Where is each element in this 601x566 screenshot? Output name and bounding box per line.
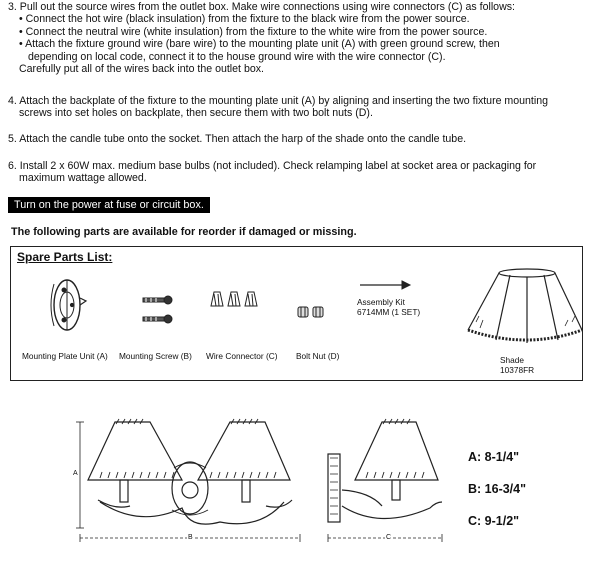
dimension-label-b: B	[188, 534, 193, 541]
step-6-line-2: maximum wattage allowed.	[19, 172, 147, 185]
dimension-label-c: C	[386, 534, 392, 541]
part-label-bolt-nut: Bolt Nut (D)	[296, 351, 340, 361]
arrow-right-icon	[360, 281, 410, 289]
assembly-kit-code: 6714MM (1 SET)	[357, 307, 421, 317]
mounting-plate-icon	[51, 280, 86, 330]
front-antler-base	[98, 462, 292, 524]
assembly-kit-label	[357, 297, 420, 317]
step-3-bullet-1: • Connect the hot wire (black insulation) from the fixture to the black wire from the power source.	[19, 13, 470, 26]
shade-code: 10378FR	[500, 365, 535, 375]
step-3-intro: 3. Pull out the source wires from the outlet box. Make wire connections using wire connectors (C) as follows:	[8, 1, 515, 13]
step-6-line-1: 6. Install 2 x 60W max. medium base bulbs (not included). Check relamping label at socket area or packaging for	[8, 160, 537, 172]
side-view-fixture	[328, 419, 442, 522]
reorder-note: The following parts are available for reorder if damaged or missing.	[11, 226, 357, 238]
step-3-bullet-3-cont: depending on local code, connect it to the house ground wire with the wire connector (C).	[28, 50, 446, 63]
step-4-line-1: 4. Attach the backplate of the fixture to the mounting plate unit (A) by aligning and inserting the two fixture mounting	[8, 95, 549, 107]
step-3-text	[8, 1, 515, 75]
step-6-text	[8, 160, 536, 185]
part-label-wire-connector: Wire Connector (C)	[206, 351, 278, 361]
step-3-closing: Carefully put all of the wires back into the outlet box.	[19, 63, 264, 76]
step-3-bullet-3: • Attach the fixture ground wire (bare wire) to the mounting plate unit (A) with green ground screw, then	[19, 38, 500, 51]
dimension-label-a: A	[73, 470, 78, 477]
shade-title: Shade	[500, 355, 524, 365]
wire-connector-icon	[211, 292, 257, 306]
spare-parts-title: Spare Parts List:	[17, 250, 113, 264]
dimension-b: B: 16-3/4"	[468, 482, 527, 496]
dimension-a: A: 8-1/4"	[468, 450, 520, 464]
dimension-c: C: 9-1/2"	[468, 514, 520, 528]
step-3-bullet-2: • Connect the neutral wire (white insulation) from the fixture to the white wire from the power source.	[19, 25, 488, 38]
bolt-nut-icon	[298, 307, 323, 317]
power-banner: Turn on the power at fuse or circuit box.	[8, 197, 210, 213]
front-right-shade	[198, 419, 290, 502]
part-label-mounting-screw: Mounting Screw (B)	[119, 351, 192, 361]
front-left-shade	[88, 419, 182, 502]
shade-icon	[468, 269, 582, 343]
assembly-kit-title: Assembly Kit	[357, 297, 405, 307]
shade-label	[500, 355, 534, 375]
step-5-text: 5. Attach the candle tube onto the socket. Then attach the harp of the shade onto the candle tube.	[8, 133, 467, 145]
mounting-screw-icon	[143, 296, 172, 323]
fixture-diagram	[70, 410, 450, 558]
part-label-mounting-plate: Mounting Plate Unit (A)	[22, 351, 108, 361]
step-4-text	[8, 95, 548, 120]
step-4-line-2: screws into set holes on backplate, then secure them with two bolt nuts (D).	[19, 107, 373, 120]
